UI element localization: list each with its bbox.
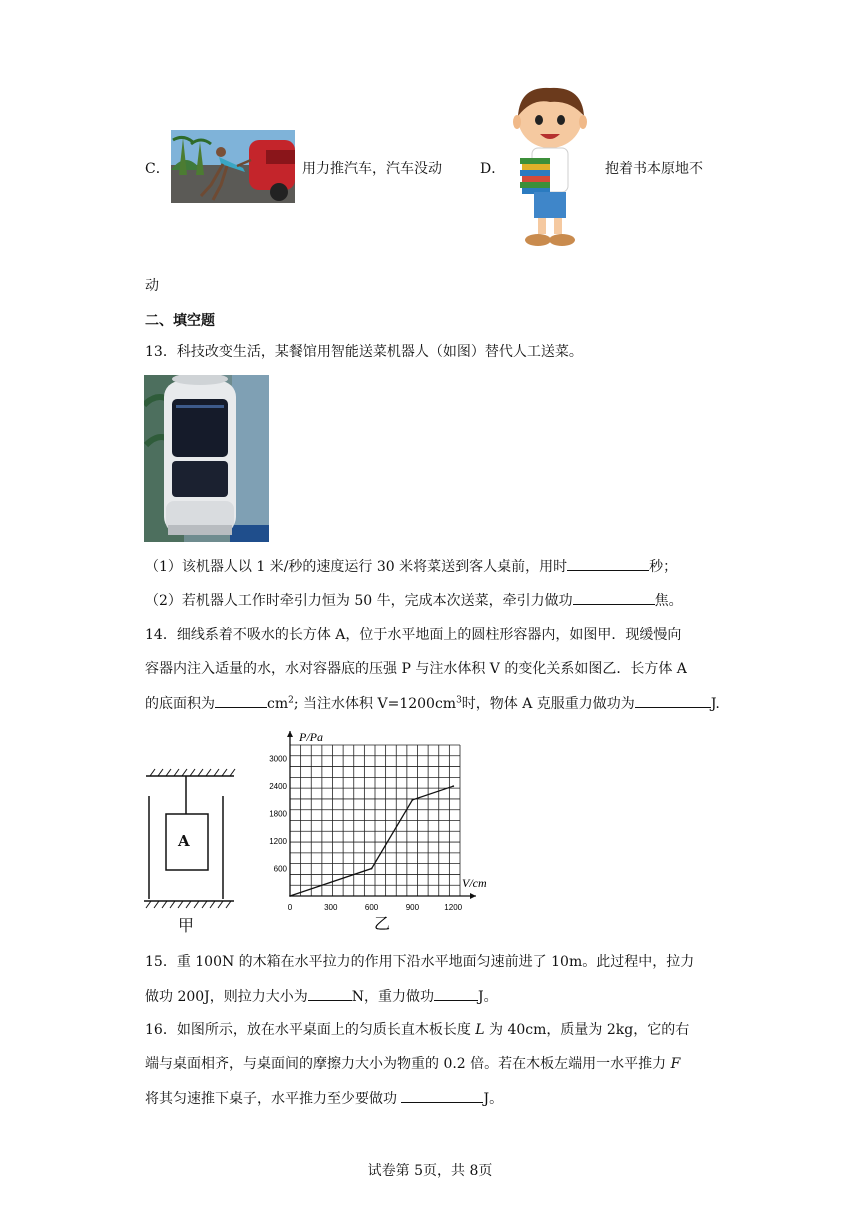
- q15-line2: [145, 986, 498, 1007]
- pressure-volume-chart: [262, 725, 502, 935]
- q16-line2: [145, 1054, 680, 1074]
- series-point: [371, 868, 373, 870]
- q15-line1: 15．重 100N 的木箱在水平拉力的作用下沿水平地面匀速前进了 10m。此过程中，拉力: [145, 954, 695, 970]
- q14-line3: [145, 693, 720, 714]
- block-a-label: A: [178, 832, 190, 850]
- option-d-text-cont: 动: [145, 278, 159, 294]
- y-tick-label: 1200: [269, 837, 287, 847]
- q15-answer-blank-2[interactable]: [434, 986, 478, 1001]
- figure-yi-caption: 乙: [373, 914, 391, 933]
- q14-sup-2: 2: [288, 695, 294, 706]
- series-line: [290, 786, 453, 896]
- x-tick-label: 1200: [444, 903, 463, 912]
- q13-part1: [145, 556, 677, 577]
- q14-sup-3: 3: [456, 695, 462, 706]
- q13-answer-blank-2[interactable]: [573, 590, 655, 605]
- q14-answer-blank-2[interactable]: [635, 693, 711, 708]
- q14-text-a: 的底面积为: [145, 696, 215, 712]
- q16-line1: [145, 1020, 689, 1040]
- q16-text-a: 16．如图所示，放在水平桌面上的匀质长直木板长度: [145, 1022, 471, 1038]
- q14-unit-j: J.: [710, 696, 720, 712]
- q14-line2: 容器内注入适量的水，水对容器底的压强 P 与注水体积 V 的变化关系如图乙．长方体 A: [145, 661, 687, 677]
- q16-unit: J。: [483, 1091, 504, 1107]
- y-tick-label: 1800: [269, 809, 287, 819]
- q16-text-b: 为 40cm，质量为 2kg，它的右: [489, 1022, 690, 1038]
- x-axis-arrow: [470, 893, 476, 899]
- q16-var-f: F: [670, 1056, 681, 1072]
- q13-part2-text: （2）若机器人工作时牵引力恒为 50 牛，完成本次送菜，牵引力做功: [145, 593, 573, 609]
- y-tick-label: 3000: [269, 754, 287, 764]
- page-footer: 试卷第 5页，共 8页: [367, 1163, 493, 1179]
- y-tick-label: 2400: [269, 782, 287, 792]
- q13-part2-unit: 焦。: [654, 593, 683, 609]
- q16-answer-blank[interactable]: [401, 1088, 483, 1103]
- option-d-text: 抱着书本原地不: [605, 161, 703, 177]
- y-axis-arrow: [287, 731, 293, 737]
- option-c-text: 用力推汽车，汽车没动: [302, 161, 442, 177]
- q14-text-d: 时，物体 A 克服重力做功为: [461, 696, 635, 712]
- q13-answer-blank-1[interactable]: [567, 556, 649, 571]
- y-axis-label: P/Pa: [299, 730, 323, 744]
- q13-part1-unit: 秒；: [649, 559, 678, 575]
- series-point: [289, 895, 291, 897]
- figure-jia-caption: 甲: [178, 916, 195, 935]
- q14-text-c: ; 当注水体积 V=1200cm: [293, 696, 457, 712]
- q15-text-a: 做功 200J，则拉力大小为: [145, 989, 308, 1005]
- q15-answer-blank-1[interactable]: [308, 986, 352, 1001]
- q14-unit-cm: cm: [267, 696, 289, 712]
- option-c-label: C．: [145, 161, 170, 177]
- q15-text-c: J。: [478, 989, 498, 1005]
- figure-jia: [140, 766, 240, 936]
- q13-stem: 13．科技改变生活，某餐馆用智能送菜机器人（如图）替代人工送菜。: [145, 344, 583, 360]
- q14-answer-blank-1[interactable]: [215, 693, 267, 708]
- x-tick-label: 0: [287, 903, 293, 912]
- cartoon-boy-holding-books: [510, 86, 590, 252]
- y-tick-label: 600: [273, 864, 287, 874]
- series-point: [452, 785, 454, 787]
- x-tick-label: 600: [364, 903, 379, 912]
- q16-line3: [145, 1088, 503, 1109]
- x-tick-label: 300: [324, 903, 338, 912]
- photo-delivery-robot: [144, 375, 269, 542]
- photo-pushing-car: [171, 130, 295, 203]
- q16-text-line2: 端与桌面相齐，与桌面间的摩擦力大小为物重的 0.2 倍。若在木板左端用一水平推力: [145, 1056, 667, 1072]
- section-title: 二、填空题: [145, 313, 215, 329]
- x-axis-label: V/cm: [462, 876, 487, 890]
- q16-text-c: 将其匀速推下桌子，水平推力至少要做功: [145, 1091, 397, 1107]
- option-d-label: D．: [480, 161, 506, 177]
- q13-part2: [145, 590, 683, 611]
- q14-line1: 14．细线系着不吸水的长方体 A，位于水平地面上的圆柱形容器内，如图甲．现缓慢向: [145, 627, 682, 643]
- series-point: [412, 799, 414, 801]
- figure-yi-chart: [262, 725, 502, 935]
- x-tick-label: 900: [405, 903, 420, 912]
- q15-text-b: N，重力做功: [351, 989, 435, 1005]
- q16-var-l: L: [475, 1022, 485, 1038]
- q13-part1-text: （1）该机器人以 1 米/秒的速度运行 30 米将菜送到客人桌前，用时: [145, 559, 568, 575]
